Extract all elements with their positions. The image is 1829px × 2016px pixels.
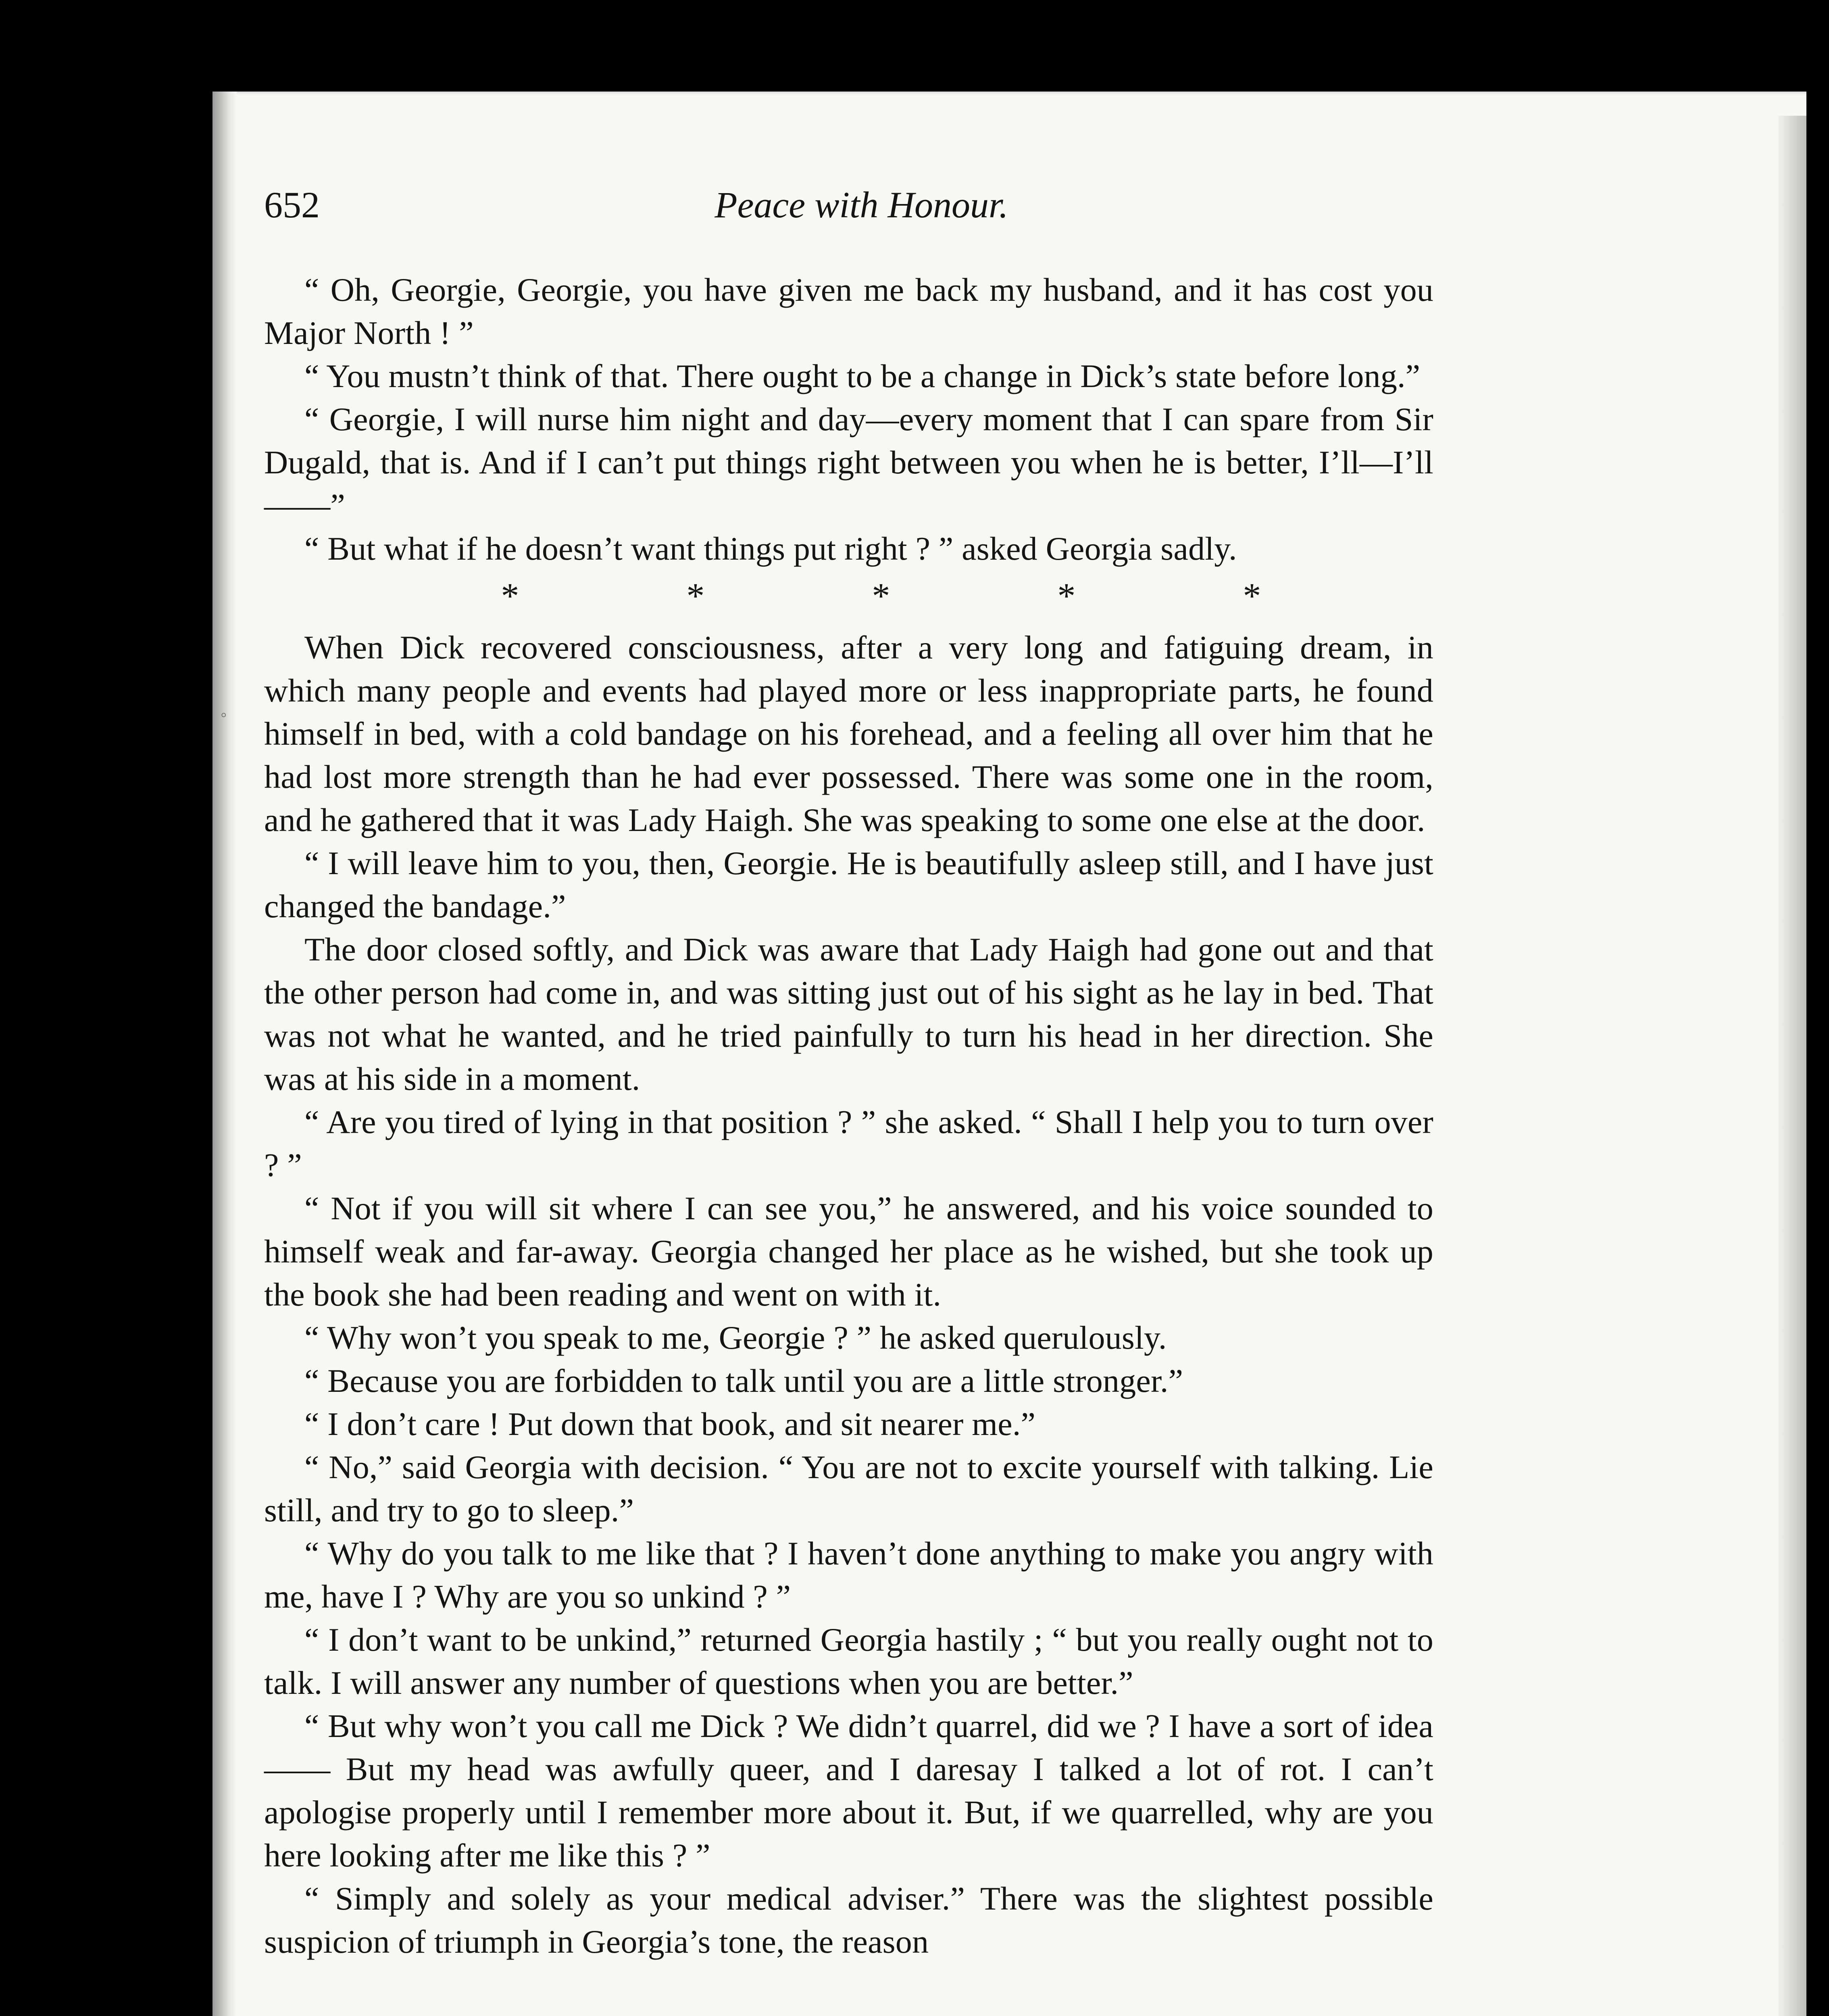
paragraph: “ Georgie, I will nurse him night and day—every moment that I can spare from Sir Dugald, that is. And if I can’t put things right between you when he is better, I’ll—I’ll——”: [264, 401, 1433, 524]
paragraph: The door closed softly, and Dick was aware that Lady Haigh had gone out and that the other person had come in, and was sitting just out of his sight as he lay in bed. That was not what he wanted, and he tried painfully to turn his head in her direction. She was at his side in a moment.: [264, 931, 1433, 1097]
paragraph: “ Why do you talk to me like that ? I haven’t done anything to make you angry with me, have I ? Why are you so unkind ? ”: [264, 1535, 1433, 1615]
paragraph: “ But why won’t you call me Dick ? We didn’t quarrel, did we ? I have a sort of idea—— But my head was awfully queer, and I daresay I talked a lot of rot. I can’t apologise properly until I remember more about it. But, if we quarrelled, why are you here looking after me like this ? ”: [264, 1708, 1433, 1874]
separator-asterisk: *: [686, 576, 705, 616]
page-edge-right: [1778, 116, 1806, 2016]
paragraph: “ I don’t want to be unkind,” returned Georgia hastily ; “ but you really ought not to talk. I will answer any number of questions when you are better.”: [264, 1621, 1433, 1701]
paragraph: “ Because you are forbidden to talk until you are a little stronger.”: [304, 1362, 1183, 1399]
section-separator: [264, 574, 1433, 619]
page-header: [264, 183, 1459, 226]
running-title: Peace with Honour.: [715, 184, 1008, 225]
separator-asterisk: *: [501, 576, 519, 616]
page-number: 652: [264, 184, 320, 225]
paragraph: “ I don’t care ! Put down that book, and sit nearer me.”: [304, 1406, 1036, 1442]
paragraph: “ Oh, Georgie, Georgie, you have given me back my husband, and it has cost you Major North ! ”: [264, 271, 1433, 351]
paragraph: “ Simply and solely as your medical adviser.” There was the slightest possible suspicion of triumph in Georgia’s tone, the reason: [264, 1880, 1433, 1960]
paragraph: “ I will leave him to you, then, Georgie. He is beautifully asleep still, and I have just changed the bandage.”: [264, 845, 1433, 925]
paragraph: When Dick recovered consciousness, after a very long and fatiguing dream, in which many people and events had played more or less inappropriate parts, he found himself in bed, with a cold bandage on his forehead, and a feeling all over him that he had lost more strength than he had ever possessed. There was some one in the room, and he gathered that it was Lady Haigh. She was speaking to some one else at the door.: [264, 629, 1433, 838]
page-mark: ◦: [221, 705, 227, 725]
paragraph: “ Not if you will sit where I can see you,” he answered, and his voice sounded to himself weak and far-away. Georgia changed her place as he wished, but she took up the book she had been reading and went on with it.: [264, 1190, 1433, 1313]
paragraph: “ Are you tired of lying in that position ? ” she asked. “ Shall I help you to turn over ? ”: [264, 1104, 1433, 1183]
separator-asterisk: *: [1057, 576, 1076, 616]
page-gutter-shadow: [212, 92, 237, 2016]
paragraph: “ No,” said Georgia with decision. “ You are not to excite yourself with talking. Lie still, and try to go to sleep.”: [264, 1449, 1433, 1529]
paragraph: “ Why won’t you speak to me, Georgie ? ” he asked querulously.: [304, 1319, 1167, 1356]
body-text: [264, 268, 1433, 1963]
separator-asterisk: *: [1243, 576, 1261, 616]
paragraph: “ But what if he doesn’t want things put right ? ” asked Georgia sadly.: [304, 530, 1237, 567]
separator-asterisk: *: [872, 576, 890, 616]
paragraph: “ You mustn’t think of that. There ought to be a change in Dick’s state before long.”: [304, 358, 1421, 394]
